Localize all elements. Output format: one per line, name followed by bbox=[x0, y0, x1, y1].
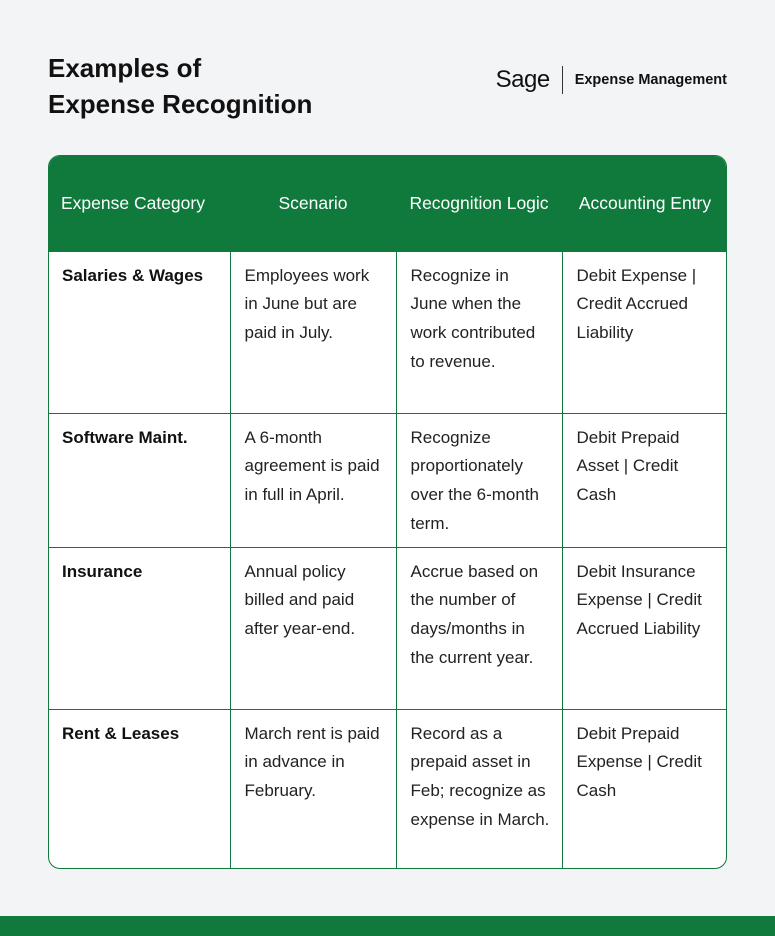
table bbox=[49, 156, 727, 869]
table-row bbox=[49, 251, 727, 413]
cell-logic: Recognize proportionately over the 6-month term. bbox=[396, 413, 562, 547]
page-title-line-1: Examples of bbox=[48, 53, 202, 83]
footer-accent-bar bbox=[0, 916, 775, 936]
cell-category: Rent & Leases bbox=[49, 709, 230, 869]
cell-category: Software Maint. bbox=[49, 413, 230, 547]
brand-product-name: Expense Management bbox=[574, 72, 727, 88]
sage-logo: Sage bbox=[495, 66, 550, 93]
brand-divider bbox=[562, 66, 563, 94]
table-row bbox=[49, 547, 727, 709]
brand-lockup bbox=[496, 66, 727, 94]
column-header-entry: Accounting Entry bbox=[578, 193, 712, 214]
table-row bbox=[49, 709, 727, 869]
cell-category: Insurance bbox=[49, 547, 230, 709]
cell-scenario: March rent is paid in advance in February. bbox=[230, 709, 396, 869]
expense-recognition-table bbox=[48, 155, 727, 869]
cell-logic: Accrue based on the number of days/months in the current year. bbox=[396, 547, 562, 709]
column-header-logic: Recognition Logic bbox=[409, 193, 549, 214]
cell-entry: Debit Insurance Expense | Credit Accrued Liability bbox=[562, 547, 727, 709]
page-title-line-2: Expense Recognition bbox=[48, 89, 313, 119]
cell-category: Salaries & Wages bbox=[49, 251, 230, 413]
cell-entry: Debit Prepaid Expense | Credit Cash bbox=[562, 709, 727, 869]
cell-scenario: Employees work in June but are paid in July. bbox=[230, 251, 396, 413]
table-header-row bbox=[49, 156, 727, 251]
column-header-category: Expense Category bbox=[61, 193, 205, 214]
cell-logic: Recognize in June when the work contributed to revenue. bbox=[396, 251, 562, 413]
cell-scenario: A 6-month agreement is paid in full in April. bbox=[230, 413, 396, 547]
cell-entry: Debit Expense | Credit Accrued Liability bbox=[562, 251, 727, 413]
column-header-scenario: Scenario bbox=[278, 193, 348, 214]
page-title bbox=[48, 50, 312, 122]
table-row bbox=[49, 413, 727, 547]
cell-entry: Debit Prepaid Asset | Credit Cash bbox=[562, 413, 727, 547]
cell-logic: Record as a prepaid asset in Feb; recognize as expense in March. bbox=[396, 709, 562, 869]
cell-scenario: Annual policy billed and paid after year-end. bbox=[230, 547, 396, 709]
